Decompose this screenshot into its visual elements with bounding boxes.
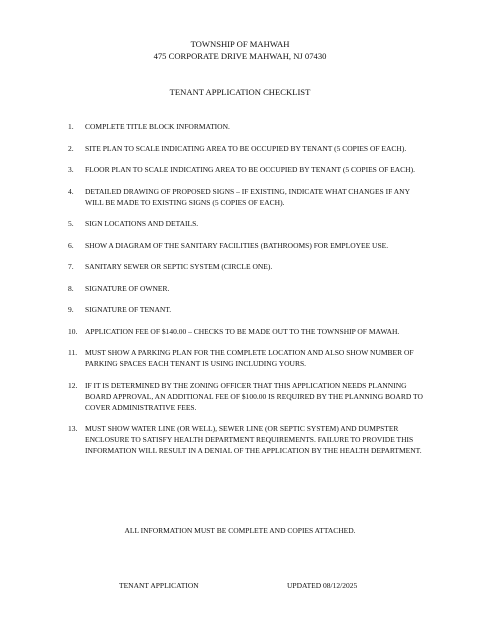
list-item	[68, 143, 428, 154]
closing-note: ALL INFORMATION MUST BE COMPLETE AND COPIES ATTACHED.	[124, 526, 356, 535]
item-text: SITE PLAN TO SCALE INDICATING AREA TO BE OCCUPIED BY TENANT (5 COPIES OF EACH).	[85, 143, 407, 153]
item-text: MUST SHOW A PARKING PLAN FOR THE COMPLETE LOCATION AND ALSO SHOW NUMBER OF PARKING SPACES EACH TENANT IS USING INCLUDING YOURS.	[85, 348, 414, 368]
item-number: 12.	[68, 380, 78, 390]
item-number: 8.	[68, 283, 74, 293]
item-text: MUST SHOW WATER LINE (OR WELL), SEWER LINE (OR SEPTIC SYSTEM) AND DUMPSTER ENCLOSURE TO SATISFY HEALTH DEPARTMENT REQUIREMENTS. FAILURE TO PROVIDE THIS INFORMATION WILL RESULT IN A DENIAL OF THE APPLICATION BY THE HEALTH DEPARTMENT.	[85, 424, 422, 455]
footer-form-name: TENANT APPLICATION	[119, 581, 199, 590]
item-text: IF IT IS DETERMINED BY THE ZONING OFFICER THAT THIS APPLICATION NEEDS PLANNING BOARD APPROVAL, AN ADDITIONAL FEE OF $100.00 IS REQUIRED BY THE PLANNING BOARD TO COVER ADMINISTRATIVE FEES.	[85, 380, 423, 412]
item-number: 4.	[68, 186, 74, 196]
list-item	[68, 283, 428, 294]
item-text: SIGNATURE OF OWNER.	[85, 283, 170, 293]
list-item	[68, 326, 428, 337]
item-number: 11.	[68, 348, 78, 357]
item-text: FLOOR PLAN TO SCALE INDICATING AREA TO BE OCCUPIED BY TENANT (5 COPIES OF EACH).	[85, 165, 415, 174]
list-item	[68, 380, 428, 413]
item-number: 2.	[68, 143, 74, 153]
list-item	[68, 347, 428, 369]
item-number: 1.	[68, 122, 74, 131]
footer-updated-date: UPDATED 08/12/2025	[287, 581, 358, 590]
list-item	[68, 164, 428, 175]
township-name: TOWNSHIP OF MAHWAH	[190, 39, 290, 49]
item-number: 5.	[68, 219, 74, 228]
checklist-title: TENANT APPLICATION CHECKLIST	[169, 87, 311, 97]
list-item	[68, 186, 428, 208]
list-item	[68, 423, 428, 456]
item-text: SIGN LOCATIONS AND DETAILS.	[85, 219, 199, 228]
item-text: APPLICATION FEE OF $140.00 – CHECKS TO BE MADE OUT TO THE TOWNSHIP OF MAWAH.	[85, 326, 400, 336]
item-text: SHOW A DIAGRAM OF THE SANITARY FACILITIES (BATHROOMS) FOR EMPLOYEE USE.	[85, 240, 389, 250]
item-number: 6.	[68, 240, 74, 250]
list-item	[68, 121, 428, 132]
item-text: DETAILED DRAWING OF PROPOSED SIGNS – IF EXISTING, INDICATE WHAT CHANGES IF ANY WILL BE MADE TO EXISTING SIGNS (5 COPIES OF EACH).	[85, 186, 410, 207]
item-number: 10.	[68, 326, 78, 336]
checklist	[68, 121, 428, 467]
item-text: COMPLETE TITLE BLOCK INFORMATION.	[85, 122, 230, 131]
list-item	[68, 304, 428, 315]
item-number: 13.	[68, 424, 78, 433]
list-item	[68, 261, 428, 272]
item-text: SANITARY SEWER OR SEPTIC SYSTEM (CIRCLE ONE).	[85, 262, 273, 271]
item-number: 3.	[68, 165, 74, 174]
list-item	[68, 240, 428, 251]
list-item	[68, 218, 428, 229]
item-number: 7.	[68, 262, 74, 271]
item-number: 9.	[68, 305, 74, 314]
item-text: SIGNATURE OF TENANT.	[85, 305, 172, 314]
township-address: 475 CORPORATE DRIVE MAHWAH, NJ 07430	[153, 51, 327, 61]
